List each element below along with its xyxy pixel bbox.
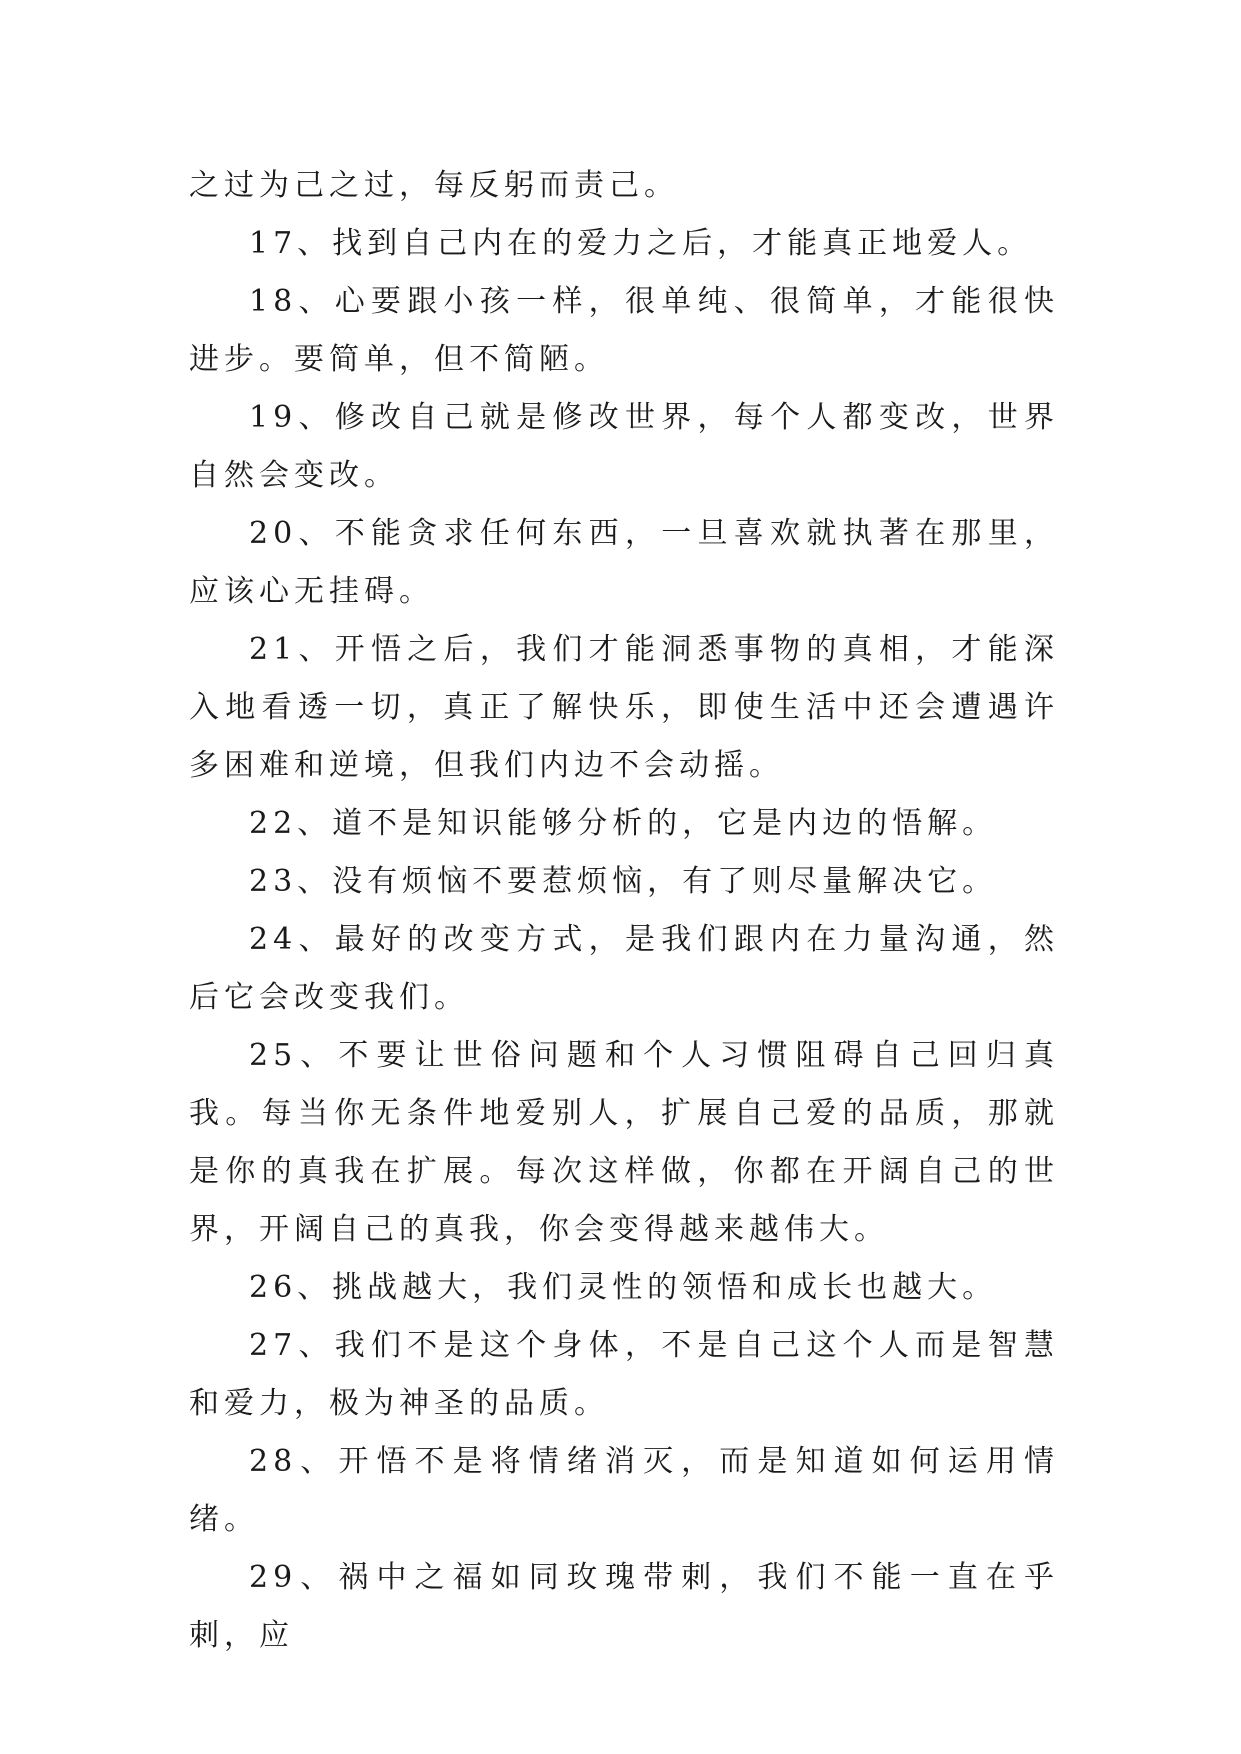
paragraph-27: 27、我们不是这个身体，不是自己这个人而是智慧和爱力，极为神圣的品质。	[189, 1328, 1059, 1421]
paragraph-21: 21、开悟之后，我们才能洞悉事物的真相，才能深入地看透一切，真正了解快乐，即使生活中还会遭遇许多困难和逆境，但我们内边不会动摇。	[189, 632, 1059, 783]
paragraph-22: 22、道不是知识能够分析的，它是内边的悟解。	[249, 806, 998, 841]
document-body	[189, 157, 1059, 1665]
paragraph-29: 29、祸中之福如同玫瑰带刺，我们不能一直在乎刺，应	[189, 1560, 1059, 1653]
paragraph-19: 19、修改自己就是修改世界，每个人都变改，世界自然会变改。	[189, 400, 1059, 493]
paragraph-20: 20、不能贪求任何东西，一旦喜欢就执著在那里，应该心无挂碍。	[189, 516, 1059, 609]
paragraph-17: 17、找到自己内在的爱力之后，才能真正地爱人。	[249, 226, 1033, 261]
paragraph-28: 28、开悟不是将情绪消灭，而是知道如何运用情绪。	[189, 1444, 1059, 1537]
paragraph-23: 23、没有烦恼不要惹烦恼，有了则尽量解决它。	[249, 864, 998, 899]
paragraph-26: 26、挑战越大，我们灵性的领悟和成长也越大。	[249, 1270, 998, 1305]
paragraph-24: 24、最好的改变方式，是我们跟内在力量沟通，然后它会改变我们。	[189, 922, 1059, 1015]
paragraph-25: 25、不要让世俗问题和个人习惯阻碍自己回归真我。每当你无条件地爱别人，扩展自己爱的品质，那就是你的真我在扩展。每次这样做，你都在开阔自己的世界，开阔自己的真我，你会变得越来越伟大。	[189, 1038, 1059, 1247]
paragraph-continuation: 之过为己之过，每反躬而责己。	[189, 168, 679, 203]
paragraph-18: 18、心要跟小孩一样，很单纯、很简单，才能很快进步。要简单，但不简陋。	[189, 284, 1059, 377]
